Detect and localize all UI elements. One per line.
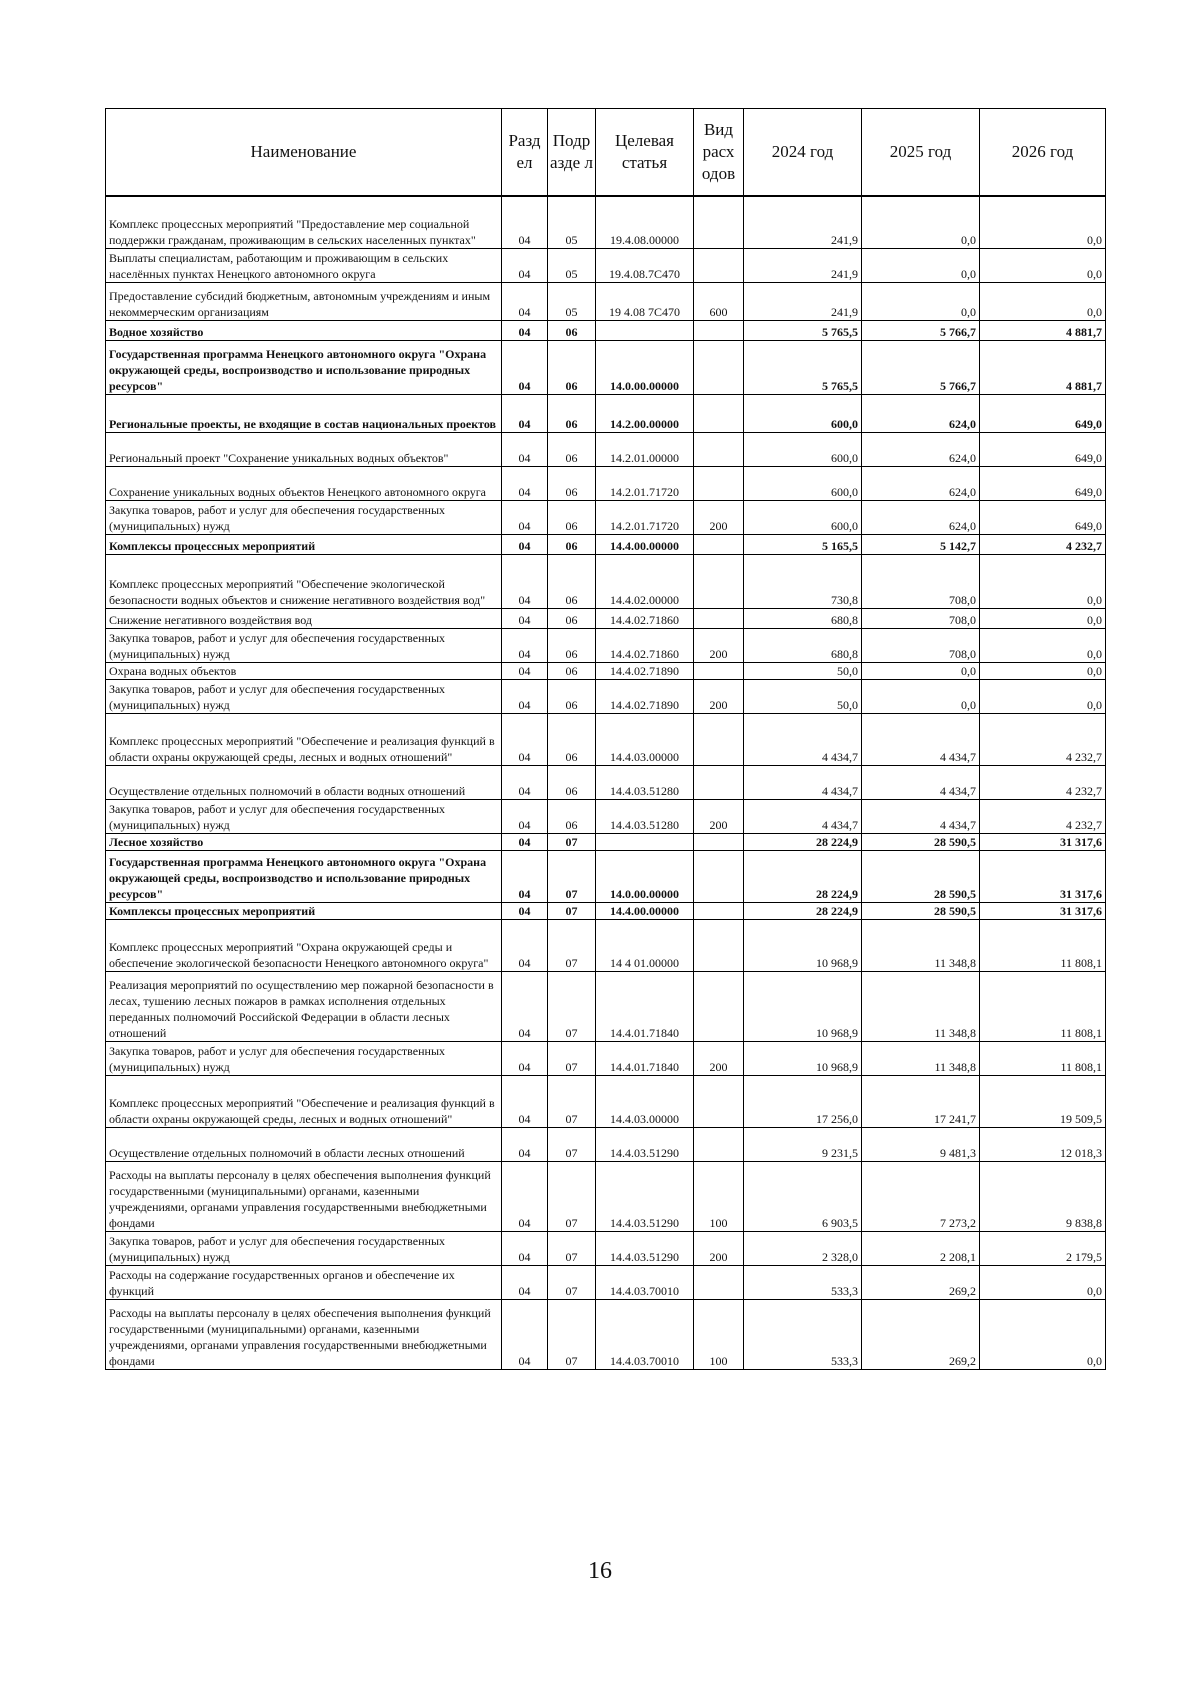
cell-2024: 241,9 xyxy=(744,248,862,282)
cell-target: 19.4.08.7С470 xyxy=(596,248,694,282)
cell-name: Закупка товаров, работ и услуг для обеспечения государственных (муниципальных) нужд xyxy=(106,679,502,713)
header-2024: 2024 год xyxy=(744,109,862,197)
cell-2026: 0,0 xyxy=(980,554,1106,608)
cell-razdel: 04 xyxy=(502,902,548,919)
table-row xyxy=(106,394,1106,432)
cell-podrazdel: 06 xyxy=(548,534,596,554)
table-row xyxy=(106,628,1106,662)
cell-target: 14.0.00.00000 xyxy=(596,340,694,394)
cell-2024: 2 328,0 xyxy=(744,1231,862,1265)
cell-2024: 600,0 xyxy=(744,466,862,500)
cell-2025: 11 348,8 xyxy=(862,971,980,1041)
cell-podrazdel: 06 xyxy=(548,432,596,466)
cell-name: Водное хозяйство xyxy=(106,320,502,340)
cell-razdel: 04 xyxy=(502,196,548,248)
cell-vid xyxy=(694,1265,744,1299)
table-row xyxy=(106,534,1106,554)
cell-podrazdel: 05 xyxy=(548,196,596,248)
header-2026: 2026 год xyxy=(980,109,1106,197)
cell-2024: 6 903,5 xyxy=(744,1161,862,1231)
table-row xyxy=(106,1127,1106,1161)
cell-name: Закупка товаров, работ и услуг для обеспечения государственных (муниципальных) нужд xyxy=(106,500,502,534)
cell-razdel: 04 xyxy=(502,628,548,662)
cell-2024: 680,8 xyxy=(744,628,862,662)
cell-target: 14.4.02.71890 xyxy=(596,679,694,713)
cell-vid: 100 xyxy=(694,1299,744,1369)
cell-2025: 4 434,7 xyxy=(862,713,980,765)
cell-vid: 200 xyxy=(694,628,744,662)
cell-razdel: 04 xyxy=(502,850,548,902)
cell-vid xyxy=(694,466,744,500)
table-row xyxy=(106,500,1106,534)
cell-name: Комплекс процессных мероприятий "Обеспечение и реализация функций в области охраны окружающей среды, лесных и водных отношений" xyxy=(106,713,502,765)
cell-2025: 5 766,7 xyxy=(862,320,980,340)
cell-2026: 31 317,6 xyxy=(980,902,1106,919)
cell-name: Сохранение уникальных водных объектов Ненецкого автономного округа xyxy=(106,466,502,500)
cell-vid xyxy=(694,394,744,432)
cell-razdel: 04 xyxy=(502,320,548,340)
cell-vid xyxy=(694,850,744,902)
cell-podrazdel: 06 xyxy=(548,799,596,833)
cell-2026: 649,0 xyxy=(980,466,1106,500)
cell-2024: 50,0 xyxy=(744,662,862,679)
cell-name: Государственная программа Ненецкого автономного округа "Охрана окружающей среды, воспроизводство и использование природных ресурсов" xyxy=(106,340,502,394)
cell-target: 19.4.08.00000 xyxy=(596,196,694,248)
cell-vid xyxy=(694,1127,744,1161)
cell-2026: 4 881,7 xyxy=(980,340,1106,394)
cell-podrazdel: 07 xyxy=(548,1299,596,1369)
cell-name: Снижение негативного воздействия вод xyxy=(106,608,502,628)
cell-podrazdel: 06 xyxy=(548,713,596,765)
cell-name: Закупка товаров, работ и услуг для обеспечения государственных (муниципальных) нужд xyxy=(106,628,502,662)
cell-2026: 19 509,5 xyxy=(980,1075,1106,1127)
cell-2026: 649,0 xyxy=(980,394,1106,432)
cell-vid xyxy=(694,662,744,679)
cell-podrazdel: 06 xyxy=(548,320,596,340)
table-row xyxy=(106,1161,1106,1231)
cell-2024: 730,8 xyxy=(744,554,862,608)
cell-2026: 4 232,7 xyxy=(980,765,1106,799)
cell-name: Лесное хозяйство xyxy=(106,833,502,850)
cell-2024: 600,0 xyxy=(744,432,862,466)
cell-vid xyxy=(694,902,744,919)
cell-2024: 600,0 xyxy=(744,394,862,432)
cell-2026: 9 838,8 xyxy=(980,1161,1106,1231)
cell-target: 14.4.02.71860 xyxy=(596,628,694,662)
header-name: Наименование xyxy=(106,109,502,197)
cell-2024: 533,3 xyxy=(744,1265,862,1299)
cell-podrazdel: 07 xyxy=(548,1075,596,1127)
table-row xyxy=(106,679,1106,713)
cell-target: 19 4.08 7С470 xyxy=(596,282,694,320)
cell-2025: 0,0 xyxy=(862,662,980,679)
table-row xyxy=(106,282,1106,320)
cell-2024: 17 256,0 xyxy=(744,1075,862,1127)
cell-vid xyxy=(694,713,744,765)
cell-2026: 0,0 xyxy=(980,1265,1106,1299)
cell-target: 14.4.00.00000 xyxy=(596,534,694,554)
table-row xyxy=(106,466,1106,500)
cell-2025: 28 590,5 xyxy=(862,902,980,919)
cell-target: 14.0.00.00000 xyxy=(596,850,694,902)
cell-2025: 11 348,8 xyxy=(862,1041,980,1075)
cell-name: Закупка товаров, работ и услуг для обеспечения государственных (муниципальных) нужд xyxy=(106,1231,502,1265)
cell-podrazdel: 06 xyxy=(548,608,596,628)
cell-target: 14.4.03.51280 xyxy=(596,765,694,799)
header-razdel: Разд ел xyxy=(502,109,548,197)
cell-2024: 600,0 xyxy=(744,500,862,534)
header-vid: Вид расх одов xyxy=(694,109,744,197)
cell-razdel: 04 xyxy=(502,713,548,765)
cell-2025: 5 766,7 xyxy=(862,340,980,394)
cell-2026: 649,0 xyxy=(980,432,1106,466)
cell-2026: 4 232,7 xyxy=(980,713,1106,765)
cell-2024: 28 224,9 xyxy=(744,833,862,850)
cell-razdel: 04 xyxy=(502,765,548,799)
cell-target: 14.2.01.00000 xyxy=(596,432,694,466)
cell-target xyxy=(596,320,694,340)
cell-target: 14.4.00.00000 xyxy=(596,902,694,919)
cell-2026: 649,0 xyxy=(980,500,1106,534)
cell-name: Закупка товаров, работ и услуг для обеспечения государственных (муниципальных) нужд xyxy=(106,1041,502,1075)
cell-2026: 11 808,1 xyxy=(980,919,1106,971)
cell-name: Реализация мероприятий по осуществлению мер пожарной безопасности в лесах, тушению лесных пожаров в рамках исполнения отдельных переданных полномочий Российской Федерации в области лесных отношений xyxy=(106,971,502,1041)
cell-2025: 0,0 xyxy=(862,248,980,282)
cell-name: Государственная программа Ненецкого автономного округа "Охрана окружающей среды, воспроизводство и использование природных ресурсов" xyxy=(106,850,502,902)
cell-2024: 5 765,5 xyxy=(744,340,862,394)
cell-razdel: 04 xyxy=(502,340,548,394)
cell-2026: 11 808,1 xyxy=(980,971,1106,1041)
header-podrazdel: Подр азде л xyxy=(548,109,596,197)
cell-2024: 4 434,7 xyxy=(744,799,862,833)
cell-razdel: 04 xyxy=(502,608,548,628)
cell-vid xyxy=(694,1075,744,1127)
cell-name: Региональный проект "Сохранение уникальных водных объектов" xyxy=(106,432,502,466)
cell-podrazdel: 06 xyxy=(548,340,596,394)
cell-name: Расходы на содержание государственных органов и обеспечение их функций xyxy=(106,1265,502,1299)
cell-2024: 4 434,7 xyxy=(744,713,862,765)
cell-2025: 9 481,3 xyxy=(862,1127,980,1161)
cell-2025: 624,0 xyxy=(862,466,980,500)
table-row xyxy=(106,1231,1106,1265)
cell-name: Осуществление отдельных полномочий в области водных отношений xyxy=(106,765,502,799)
cell-razdel: 04 xyxy=(502,1231,548,1265)
cell-name: Охрана водных объектов xyxy=(106,662,502,679)
cell-target: 14.4.03.51290 xyxy=(596,1231,694,1265)
cell-name: Комплекс процессных мероприятий "Обеспечение и реализация функций в области охраны окружающей среды, лесных и водных отношений" xyxy=(106,1075,502,1127)
table-body xyxy=(106,196,1106,1369)
cell-podrazdel: 07 xyxy=(548,833,596,850)
cell-2024: 241,9 xyxy=(744,282,862,320)
cell-2025: 7 273,2 xyxy=(862,1161,980,1231)
cell-razdel: 04 xyxy=(502,534,548,554)
cell-target xyxy=(596,833,694,850)
table-row xyxy=(106,1299,1106,1369)
cell-target: 14.4.03.70010 xyxy=(596,1299,694,1369)
cell-razdel: 04 xyxy=(502,466,548,500)
cell-podrazdel: 07 xyxy=(548,1127,596,1161)
cell-2025: 0,0 xyxy=(862,679,980,713)
cell-2026: 0,0 xyxy=(980,282,1106,320)
cell-vid: 200 xyxy=(694,500,744,534)
cell-target: 14.4.02.71860 xyxy=(596,608,694,628)
table-row xyxy=(106,320,1106,340)
cell-razdel: 04 xyxy=(502,1041,548,1075)
cell-name: Комплекс процессных мероприятий "Обеспечение экологической безопасности водных объектов и снижение негативного воздействия вод" xyxy=(106,554,502,608)
cell-target: 14.4.03.00000 xyxy=(596,713,694,765)
cell-vid: 200 xyxy=(694,1231,744,1265)
cell-vid xyxy=(694,971,744,1041)
cell-razdel: 04 xyxy=(502,662,548,679)
budget-table xyxy=(105,108,1106,1370)
cell-target: 14 4 01.00000 xyxy=(596,919,694,971)
cell-2025: 11 348,8 xyxy=(862,919,980,971)
cell-2025: 28 590,5 xyxy=(862,833,980,850)
cell-target: 14.4.03.51290 xyxy=(596,1127,694,1161)
cell-podrazdel: 06 xyxy=(548,765,596,799)
table-row xyxy=(106,1075,1106,1127)
cell-2026: 31 317,6 xyxy=(980,850,1106,902)
cell-vid xyxy=(694,765,744,799)
cell-razdel: 04 xyxy=(502,1075,548,1127)
cell-2025: 4 434,7 xyxy=(862,799,980,833)
cell-2026: 0,0 xyxy=(980,628,1106,662)
cell-razdel: 04 xyxy=(502,554,548,608)
cell-vid xyxy=(694,554,744,608)
table-row xyxy=(106,1265,1106,1299)
cell-target: 14.4.01.71840 xyxy=(596,1041,694,1075)
cell-2026: 4 232,7 xyxy=(980,534,1106,554)
cell-name: Расходы на выплаты персоналу в целях обеспечения выполнения функций государственными (муниципальными) органами, казенными учреждениями, органами управления государственными внебюджетными фондами xyxy=(106,1299,502,1369)
cell-target: 14.4.03.51290 xyxy=(596,1161,694,1231)
cell-name: Предоставление субсидий бюджетным, автономным учреждениям и иным некоммерческим организациям xyxy=(106,282,502,320)
cell-razdel: 04 xyxy=(502,394,548,432)
cell-vid: 200 xyxy=(694,1041,744,1075)
table-row xyxy=(106,971,1106,1041)
cell-vid xyxy=(694,534,744,554)
cell-2026: 0,0 xyxy=(980,662,1106,679)
cell-vid xyxy=(694,340,744,394)
cell-vid xyxy=(694,919,744,971)
cell-podrazdel: 07 xyxy=(548,971,596,1041)
cell-podrazdel: 06 xyxy=(548,628,596,662)
cell-2024: 5 165,5 xyxy=(744,534,862,554)
cell-podrazdel: 07 xyxy=(548,1265,596,1299)
cell-vid xyxy=(694,833,744,850)
cell-2024: 241,9 xyxy=(744,196,862,248)
table-row xyxy=(106,662,1106,679)
cell-2024: 10 968,9 xyxy=(744,971,862,1041)
cell-podrazdel: 07 xyxy=(548,919,596,971)
cell-razdel: 04 xyxy=(502,432,548,466)
cell-2026: 11 808,1 xyxy=(980,1041,1106,1075)
cell-2026: 12 018,3 xyxy=(980,1127,1106,1161)
table-row xyxy=(106,799,1106,833)
cell-2025: 0,0 xyxy=(862,282,980,320)
cell-target: 14.4.01.71840 xyxy=(596,971,694,1041)
cell-podrazdel: 05 xyxy=(548,282,596,320)
cell-2026: 2 179,5 xyxy=(980,1231,1106,1265)
table-row xyxy=(106,765,1106,799)
cell-razdel: 04 xyxy=(502,971,548,1041)
cell-podrazdel: 07 xyxy=(548,1161,596,1231)
cell-2026: 0,0 xyxy=(980,248,1106,282)
cell-target: 14.4.02.00000 xyxy=(596,554,694,608)
cell-2026: 0,0 xyxy=(980,679,1106,713)
cell-2025: 708,0 xyxy=(862,628,980,662)
cell-vid xyxy=(694,432,744,466)
cell-razdel: 04 xyxy=(502,1127,548,1161)
header-2025: 2025 год xyxy=(862,109,980,197)
cell-2026: 0,0 xyxy=(980,1299,1106,1369)
cell-2026: 4 881,7 xyxy=(980,320,1106,340)
cell-razdel: 04 xyxy=(502,248,548,282)
cell-2024: 10 968,9 xyxy=(744,1041,862,1075)
cell-vid: 200 xyxy=(694,799,744,833)
cell-2024: 50,0 xyxy=(744,679,862,713)
table-header-row xyxy=(106,109,1106,197)
cell-2024: 9 231,5 xyxy=(744,1127,862,1161)
cell-razdel: 04 xyxy=(502,282,548,320)
cell-name: Комплекс процессных мероприятий "Предоставление мер социальной поддержки гражданам, проживающим в сельских населенных пунктах" xyxy=(106,196,502,248)
cell-name: Комплексы процессных мероприятий xyxy=(106,902,502,919)
cell-2026: 0,0 xyxy=(980,196,1106,248)
cell-podrazdel: 06 xyxy=(548,679,596,713)
cell-razdel: 04 xyxy=(502,1161,548,1231)
table-row xyxy=(106,713,1106,765)
table-row xyxy=(106,196,1106,248)
cell-vid xyxy=(694,608,744,628)
cell-name: Региональные проекты, не входящие в состав национальных проектов xyxy=(106,394,502,432)
cell-podrazdel: 06 xyxy=(548,394,596,432)
cell-podrazdel: 07 xyxy=(548,850,596,902)
cell-name: Расходы на выплаты персоналу в целях обеспечения выполнения функций государственными (муниципальными) органами, казенными учреждениями, органами управления государственными внебюджетными фондами xyxy=(106,1161,502,1231)
cell-vid: 200 xyxy=(694,679,744,713)
table-row xyxy=(106,248,1106,282)
cell-razdel: 04 xyxy=(502,500,548,534)
cell-target: 14.4.02.71890 xyxy=(596,662,694,679)
table-row xyxy=(106,902,1106,919)
cell-2025: 269,2 xyxy=(862,1265,980,1299)
cell-2025: 624,0 xyxy=(862,500,980,534)
cell-razdel: 04 xyxy=(502,1265,548,1299)
header-target: Целевая статья xyxy=(596,109,694,197)
cell-2024: 533,3 xyxy=(744,1299,862,1369)
cell-2025: 708,0 xyxy=(862,608,980,628)
cell-podrazdel: 06 xyxy=(548,466,596,500)
cell-razdel: 04 xyxy=(502,919,548,971)
cell-2025: 0,0 xyxy=(862,196,980,248)
cell-vid: 100 xyxy=(694,1161,744,1231)
cell-target: 14.4.03.70010 xyxy=(596,1265,694,1299)
cell-podrazdel: 06 xyxy=(548,500,596,534)
cell-2025: 17 241,7 xyxy=(862,1075,980,1127)
cell-2026: 4 232,7 xyxy=(980,799,1106,833)
cell-name: Осуществление отдельных полномочий в области лесных отношений xyxy=(106,1127,502,1161)
cell-2025: 2 208,1 xyxy=(862,1231,980,1265)
cell-podrazdel: 06 xyxy=(548,554,596,608)
table-row xyxy=(106,1041,1106,1075)
cell-podrazdel: 06 xyxy=(548,662,596,679)
cell-target: 14.4.03.51280 xyxy=(596,799,694,833)
cell-2024: 4 434,7 xyxy=(744,765,862,799)
cell-2024: 10 968,9 xyxy=(744,919,862,971)
cell-razdel: 04 xyxy=(502,1299,548,1369)
table-row xyxy=(106,554,1106,608)
cell-vid: 600 xyxy=(694,282,744,320)
table-row xyxy=(106,833,1106,850)
cell-vid xyxy=(694,196,744,248)
cell-2024: 5 765,5 xyxy=(744,320,862,340)
cell-razdel: 04 xyxy=(502,679,548,713)
cell-2025: 28 590,5 xyxy=(862,850,980,902)
cell-2024: 28 224,9 xyxy=(744,902,862,919)
cell-razdel: 04 xyxy=(502,833,548,850)
cell-podrazdel: 07 xyxy=(548,1231,596,1265)
table-row xyxy=(106,340,1106,394)
cell-2025: 5 142,7 xyxy=(862,534,980,554)
cell-vid xyxy=(694,320,744,340)
table-row xyxy=(106,919,1106,971)
cell-target: 14.2.00.00000 xyxy=(596,394,694,432)
cell-name: Закупка товаров, работ и услуг для обеспечения государственных (муниципальных) нужд xyxy=(106,799,502,833)
cell-name: Комплекс процессных мероприятий "Охрана окружающей среды и обеспечение экологической безопасности Ненецкого автономного округа" xyxy=(106,919,502,971)
cell-target: 14.2.01.71720 xyxy=(596,500,694,534)
table-row xyxy=(106,432,1106,466)
cell-2026: 0,0 xyxy=(980,608,1106,628)
table-row xyxy=(106,850,1106,902)
cell-target: 14.4.03.00000 xyxy=(596,1075,694,1127)
cell-2025: 624,0 xyxy=(862,432,980,466)
cell-2025: 269,2 xyxy=(862,1299,980,1369)
table-row xyxy=(106,608,1106,628)
cell-podrazdel: 07 xyxy=(548,1041,596,1075)
cell-target: 14.2.01.71720 xyxy=(596,466,694,500)
cell-podrazdel: 07 xyxy=(548,902,596,919)
cell-vid xyxy=(694,248,744,282)
cell-2024: 28 224,9 xyxy=(744,850,862,902)
cell-razdel: 04 xyxy=(502,799,548,833)
cell-name: Выплаты специалистам, работающим и проживающим в сельских населённых пунктах Ненецкого автономного округа xyxy=(106,248,502,282)
cell-podrazdel: 05 xyxy=(548,248,596,282)
cell-2026: 31 317,6 xyxy=(980,833,1106,850)
cell-2025: 624,0 xyxy=(862,394,980,432)
cell-2025: 708,0 xyxy=(862,554,980,608)
cell-name: Комплексы процессных мероприятий xyxy=(106,534,502,554)
page-number: 16 xyxy=(588,1558,612,1584)
cell-2025: 4 434,7 xyxy=(862,765,980,799)
cell-2024: 680,8 xyxy=(744,608,862,628)
